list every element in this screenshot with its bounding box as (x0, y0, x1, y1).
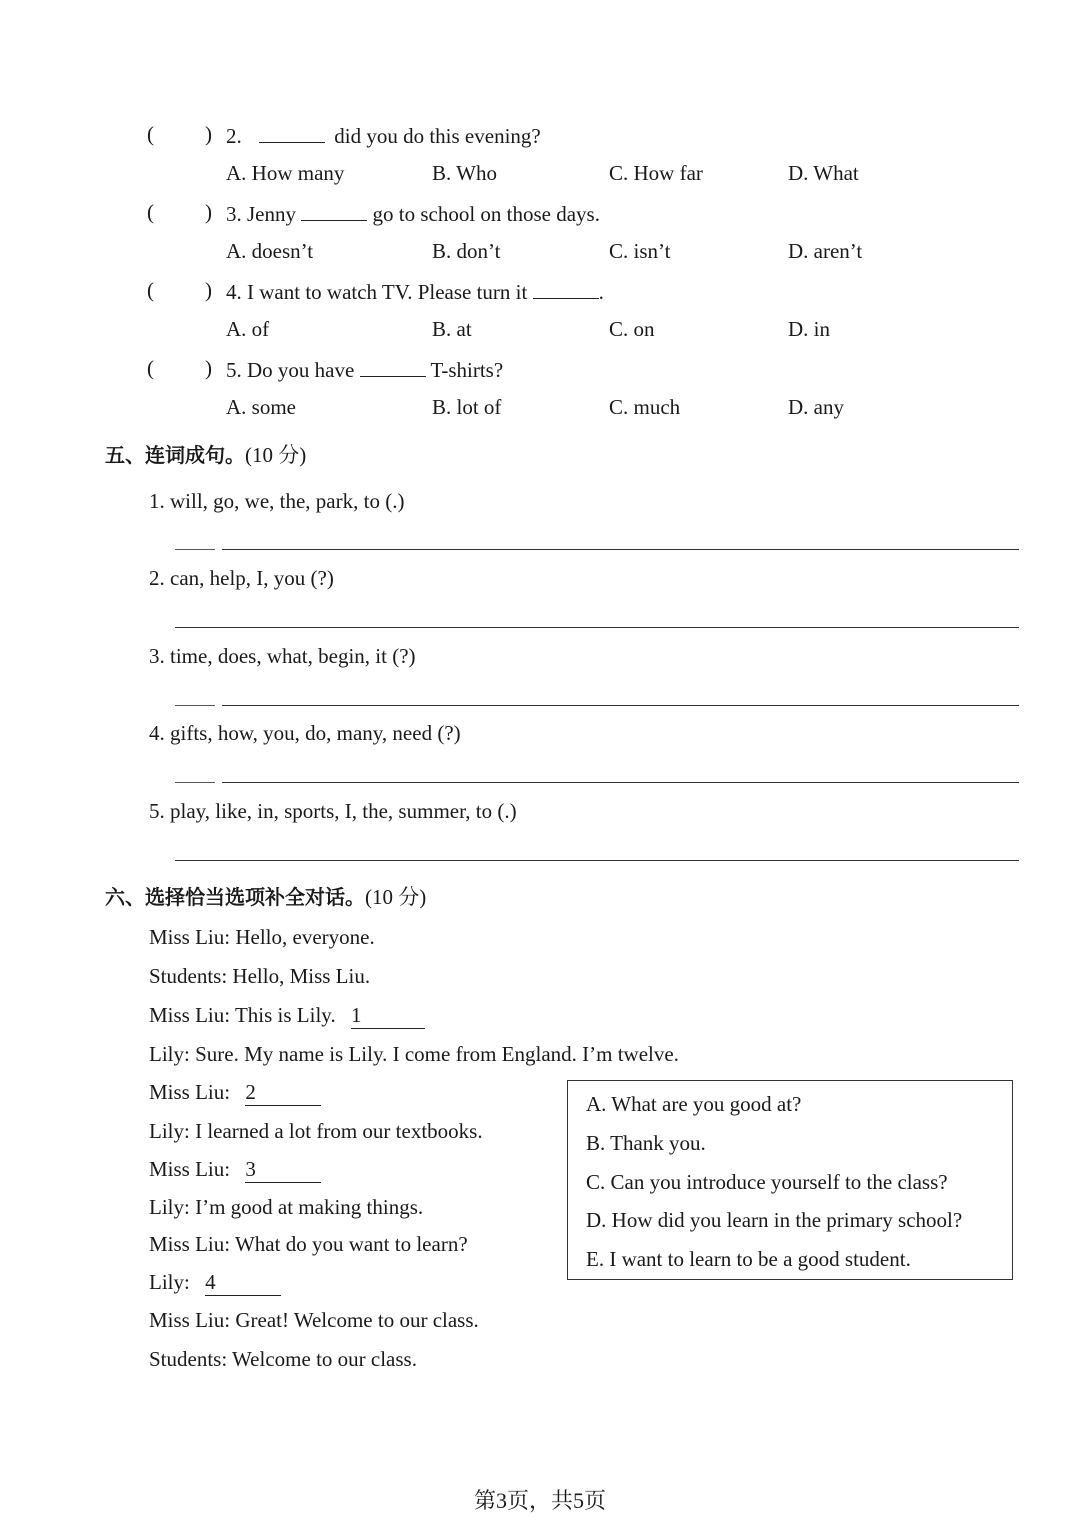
question-number: 4. (226, 280, 242, 304)
answer-paren-close: ) (205, 200, 212, 224)
dialogue-line: Lily: I learned a lot from our textbooks. (149, 1119, 483, 1143)
option-a: A. doesn’t (226, 239, 314, 263)
option-a: A. of (226, 317, 270, 341)
answer-paren-close: ) (205, 356, 212, 380)
box-option-c: C. Can you introduce yourself to the class? (586, 1170, 948, 1194)
option-d: D. What (788, 161, 859, 185)
sentence-item-1: 1. will, go, we, the, park, to (.) (149, 489, 405, 513)
answer-paren-open: ( (147, 200, 154, 224)
sentence-item-3: 3. time, does, what, begin, it (?) (149, 644, 416, 668)
answer-line[interactable] (175, 627, 1019, 628)
question-stem (226, 278, 604, 305)
answer-paren-close: ) (205, 122, 212, 146)
option-c: C. on (609, 317, 655, 341)
answer-line[interactable] (222, 549, 1019, 550)
dialogue-blank-3[interactable]: 3 (245, 1157, 321, 1183)
dialogue-line: Miss Liu: 3 (149, 1157, 321, 1183)
box-option-e: E. I want to learn to be a good student. (586, 1247, 911, 1271)
sentence-item-5: 5. play, like, in, sports, I, the, summer, to (.) (149, 799, 517, 823)
option-c: C. isn’t (609, 239, 671, 263)
question-number: 3. (226, 202, 242, 226)
dialogue-line: Miss Liu: What do you want to learn? (149, 1232, 468, 1256)
answer-paren-open: ( (147, 356, 154, 380)
section-title: 五、连词成句。 (105, 443, 245, 467)
option-a: A. How many (226, 161, 345, 185)
sentence-item-4: 4. gifts, how, you, do, many, need (?) (149, 721, 461, 745)
dialogue-blank-1[interactable]: 1 (351, 1003, 425, 1029)
question-number: 5. (226, 358, 242, 382)
answer-paren-close: ) (205, 278, 212, 302)
answer-line (175, 705, 215, 706)
dialogue-line: Miss Liu: This is Lily. 1 (149, 1003, 425, 1029)
dialogue-line: Lily: 4 (149, 1270, 281, 1296)
dialogue-line: Miss Liu: Great! Welcome to our class. (149, 1308, 479, 1332)
dialogue-line: Students: Welcome to our class. (149, 1347, 417, 1371)
option-d: D. in (788, 317, 830, 341)
option-a: A. some (226, 395, 296, 419)
answer-blank (360, 356, 426, 377)
answer-blank (533, 278, 599, 299)
option-c: C. much (609, 395, 681, 419)
answer-blank (301, 200, 367, 221)
section-6-heading (105, 881, 426, 911)
section-points: (10 分) (245, 443, 307, 467)
question-text-before: I want to watch TV. Please turn it (247, 280, 528, 304)
dialogue-line: Students: Hello, Miss Liu. (149, 964, 371, 988)
option-d: D. any (788, 395, 844, 419)
option-b: B. lot of (432, 395, 502, 419)
option-b: B. at (432, 317, 472, 341)
answer-paren-open: ( (147, 122, 154, 146)
question-stem (226, 356, 503, 383)
option-b: B. Who (432, 161, 497, 185)
question-number: 2. (226, 124, 242, 148)
box-option-a: A. What are you good at? (586, 1092, 802, 1116)
option-c: C. How far (609, 161, 703, 185)
question-text: T-shirts? (430, 358, 504, 382)
dialogue-line: Miss Liu: Hello, everyone. (149, 925, 375, 949)
dialogue-line: Lily: Sure. My name is Lily. I come from England. I’m twelve. (149, 1042, 679, 1066)
question-stem (226, 200, 600, 227)
option-d: D. aren’t (788, 239, 863, 263)
section-5-heading (105, 439, 306, 469)
question-text-before: Jenny (247, 202, 296, 226)
box-option-b: B. Thank you. (586, 1131, 706, 1155)
section-title: 六、选择恰当选项补全对话。 (105, 885, 365, 909)
question-text-before: Do you have (247, 358, 355, 382)
dialogue-line: Lily: I’m good at making things. (149, 1195, 424, 1219)
question-stem (226, 122, 541, 149)
question-text: did you do this evening? (334, 124, 541, 148)
section-points: (10 分) (365, 885, 427, 909)
answer-paren-open: ( (147, 278, 154, 302)
page-footer: 第3页，共5页 (473, 1488, 606, 1513)
sentence-item-2: 2. can, help, I, you (?) (149, 566, 334, 590)
answer-line (175, 782, 215, 783)
answer-line[interactable] (222, 782, 1019, 783)
dialogue-line: Miss Liu: 2 (149, 1080, 321, 1106)
answer-line[interactable] (222, 705, 1019, 706)
box-option-d: D. How did you learn in the primary school? (586, 1208, 963, 1232)
answer-line (175, 549, 215, 550)
question-text: go to school on those days. (372, 202, 600, 226)
dialogue-blank-4[interactable]: 4 (205, 1270, 281, 1296)
option-b: B. don’t (432, 239, 501, 263)
answer-blank (259, 122, 325, 143)
question-text: . (598, 280, 604, 304)
answer-line[interactable] (175, 860, 1019, 861)
options-box (567, 1080, 1013, 1280)
dialogue-blank-2[interactable]: 2 (245, 1080, 321, 1106)
